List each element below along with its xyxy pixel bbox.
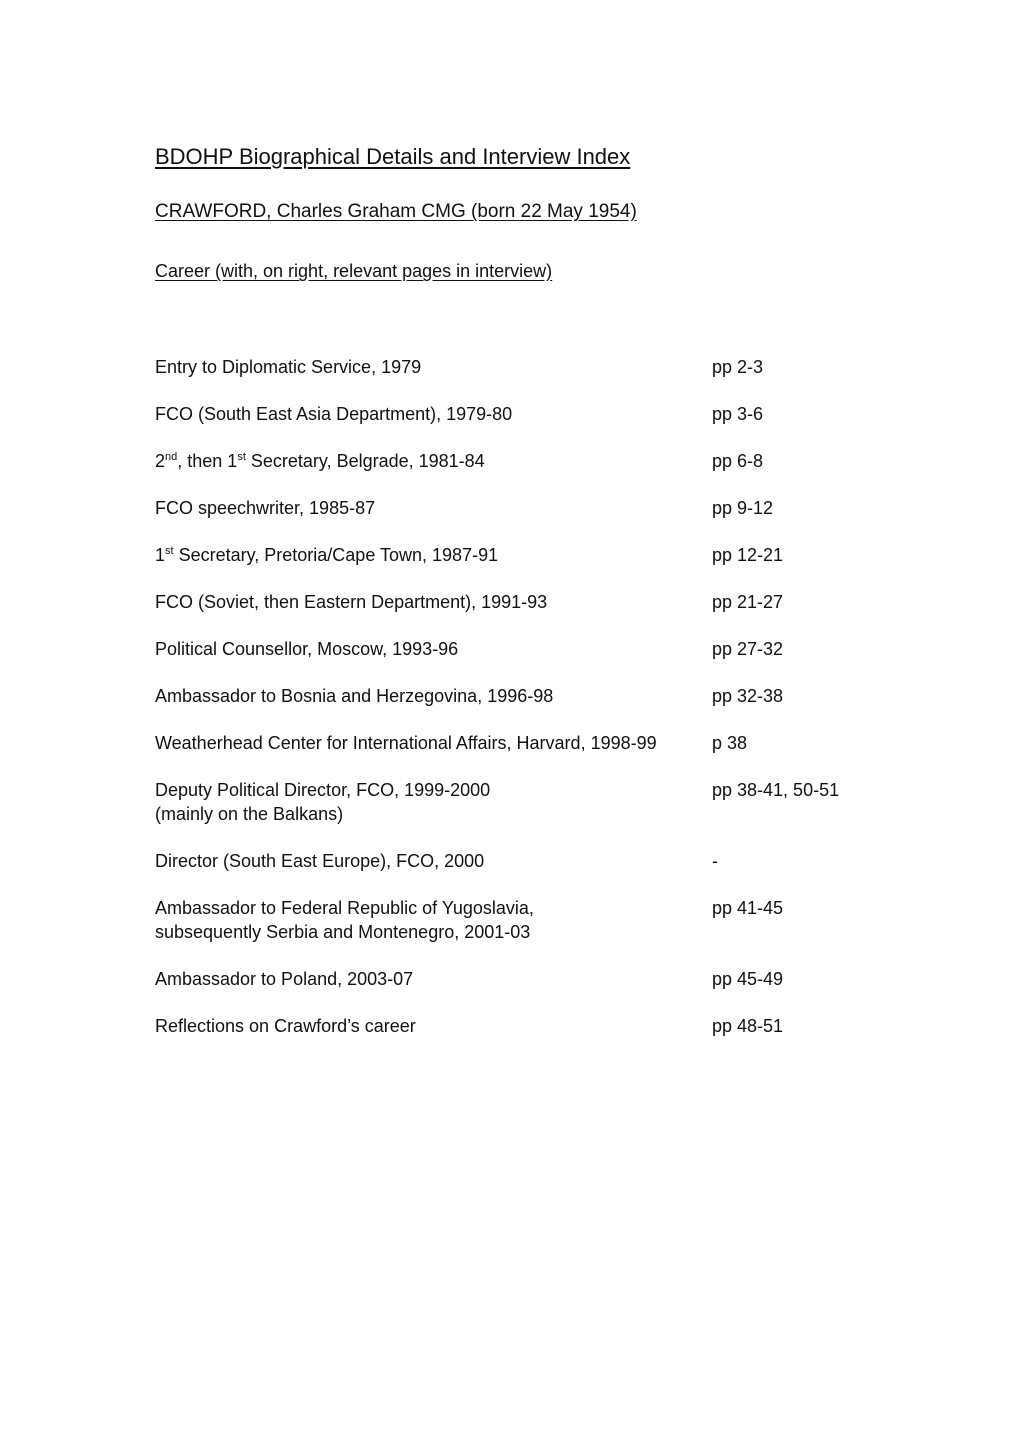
career-entry <box>155 778 915 826</box>
career-role-line <box>155 449 705 473</box>
interview-pages: pp 32-38 <box>712 686 784 706</box>
career-entry <box>155 402 915 426</box>
career-role-line: subsequently Serbia and Montenegro, 2001-03 <box>155 922 531 942</box>
ordinal-suffix: nd <box>165 451 178 463</box>
career-role-line: Weatherhead Center for International Affairs, Harvard, 1998-99 <box>155 733 657 753</box>
career-role-line: (mainly on the Balkans) <box>155 804 344 824</box>
career-entry <box>155 967 915 991</box>
career-role <box>155 590 705 614</box>
career-role-line <box>155 543 705 567</box>
career-role-line: Entry to Diplomatic Service, 1979 <box>155 357 422 377</box>
career-role <box>155 684 705 708</box>
career-entry <box>155 849 915 873</box>
interview-pages: pp 9-12 <box>712 498 774 518</box>
interview-pages: pp 6-8 <box>712 451 764 471</box>
career-role-line: Ambassador to Poland, 2003-07 <box>155 969 414 989</box>
career-entry <box>155 731 915 755</box>
career-role <box>155 849 705 873</box>
interview-pages: pp 21-27 <box>712 592 784 612</box>
interview-pages: pp 48-51 <box>712 1016 784 1036</box>
interview-pages: pp 38-41, 50-51 <box>712 780 840 800</box>
interview-pages: pp 45-49 <box>712 969 784 989</box>
career-entries-list <box>155 355 915 1038</box>
career-entry <box>155 684 915 708</box>
career-role-line: FCO (South East Asia Department), 1979-80 <box>155 404 513 424</box>
career-entry <box>155 1014 915 1038</box>
document-title: BDOHP Biographical Details and Interview Index <box>155 144 631 169</box>
career-entry <box>155 896 915 944</box>
interview-pages: pp 12-21 <box>712 545 784 565</box>
career-role-line: Ambassador to Federal Republic of Yugoslavia, <box>155 898 534 918</box>
career-role <box>155 1014 705 1038</box>
career-role-line: FCO (Soviet, then Eastern Department), 1991-93 <box>155 592 548 612</box>
interview-pages: pp 3-6 <box>712 404 764 424</box>
interview-pages: pp 2-3 <box>712 357 764 377</box>
career-role-line: Deputy Political Director, FCO, 1999-2000 <box>155 780 491 800</box>
career-role-line: Director (South East Europe), FCO, 2000 <box>155 851 485 871</box>
career-role <box>155 896 705 944</box>
career-role <box>155 402 705 426</box>
career-entry <box>155 590 915 614</box>
career-role-line: Ambassador to Bosnia and Herzegovina, 1996-98 <box>155 686 554 706</box>
career-role-line: FCO speechwriter, 1985-87 <box>155 498 376 518</box>
career-heading: Career (with, on right, relevant pages in interview) <box>155 261 553 281</box>
ordinal-suffix: st <box>165 545 174 557</box>
interview-pages: pp 41-45 <box>712 898 784 918</box>
career-role <box>155 355 705 379</box>
career-role <box>155 637 705 661</box>
career-entry <box>155 496 915 520</box>
career-role <box>155 449 705 473</box>
role-text: , then 1 <box>177 451 238 471</box>
interview-pages: - <box>712 851 718 871</box>
career-role <box>155 543 705 567</box>
career-role-line: Reflections on Crawford’s career <box>155 1016 416 1036</box>
career-role <box>155 496 705 520</box>
ordinal-suffix: st <box>237 451 246 463</box>
interview-pages: pp 27-32 <box>712 639 784 659</box>
career-role <box>155 967 705 991</box>
career-role-line: Political Counsellor, Moscow, 1993-96 <box>155 639 459 659</box>
career-entry <box>155 355 915 379</box>
subject-name: CRAWFORD, Charles Graham CMG (born 22 May 1954) <box>155 201 637 222</box>
role-text: Secretary, Belgrade, 1981-84 <box>245 451 485 471</box>
career-entry <box>155 543 915 567</box>
career-role <box>155 731 705 755</box>
role-text: Secretary, Pretoria/Cape Town, 1987-91 <box>173 545 499 565</box>
career-entry <box>155 449 915 473</box>
career-entry <box>155 637 915 661</box>
role-text: 1 <box>155 545 166 565</box>
career-role <box>155 778 705 826</box>
role-text: 2 <box>155 451 166 471</box>
interview-pages: p 38 <box>712 733 748 753</box>
